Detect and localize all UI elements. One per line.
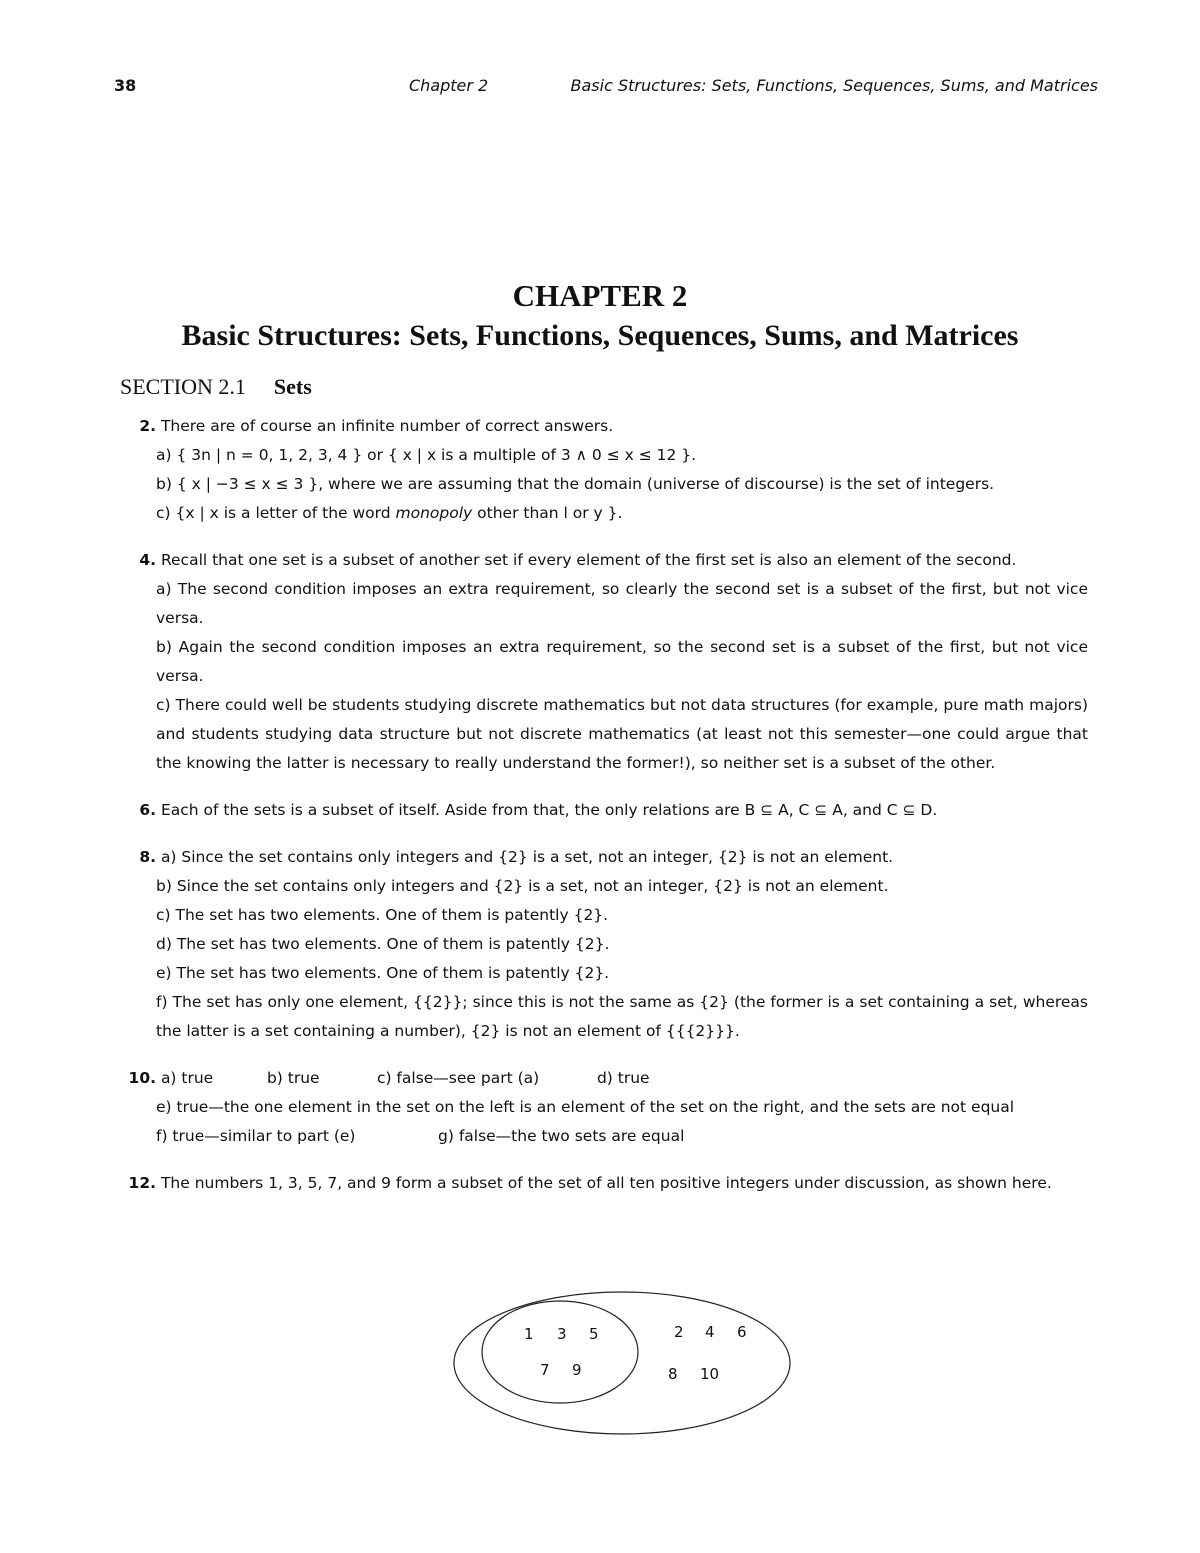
exercise-number: 4. <box>139 551 156 569</box>
exercise-part: c) There could well be students studying discrete mathematics but not data structures (for example, pure math majors) and students studying data structure but not discrete mathematics (at least not this semester—one could argue that the knowing the latter is necessary to really understand the former!), so neither set is a subset of the other. <box>156 696 1088 772</box>
exercise-part-text: other than l or y }. <box>472 504 623 522</box>
exercise-part: a) Since the set contains only integers and {2} is a set, not an integer, {2} is not an element. <box>160 848 894 866</box>
venn-element: 2 <box>674 1323 684 1341</box>
venn-element: 6 <box>737 1323 747 1341</box>
venn-element: 10 <box>700 1365 720 1383</box>
exercise-part: b) Again the second condition imposes an extra requirement, so the second set is a subset of the first, but not vice versa. <box>156 638 1088 685</box>
exercise-part: c) false—see part (a) <box>376 1069 540 1087</box>
venn-shapes <box>452 1290 794 1436</box>
running-head-chapter: Chapter 2 <box>409 76 489 95</box>
exercise-part: d) The set has two elements. One of them is patently {2}. <box>156 935 610 953</box>
exercise-part: d) true <box>596 1069 650 1087</box>
emphasized-word: monopoly <box>395 504 473 522</box>
section-name: Sets <box>273 374 312 399</box>
exercise-part: e) The set has two elements. One of them is patently {2}. <box>156 964 610 982</box>
exercise-part-text: c) {x | x is a letter of the word <box>156 504 396 522</box>
venn-diagram <box>452 1290 794 1436</box>
exercise-4 <box>112 546 1088 778</box>
section-label: SECTION 2.1 <box>120 374 246 399</box>
venn-element: 3 <box>557 1325 567 1343</box>
exercise-part: e) true—the one element in the set on the left is an element of the set on the right, and the sets are not equal <box>156 1098 1015 1116</box>
exercise-text-row <box>112 1169 1088 1198</box>
exercise-number: 2. <box>139 417 156 435</box>
exercise-2 <box>112 412 1088 528</box>
exercise-text: Recall that one set is a subset of another set if every element of the first set is also an element of the second. <box>160 551 1017 569</box>
exercise-part: b) Since the set contains only integers and {2} is a set, not an integer, {2} is not an element. <box>156 877 889 895</box>
universal-set-ellipse <box>454 1292 790 1434</box>
exercise-part: g) false—the two sets are equal <box>438 1127 685 1145</box>
exercise-list <box>112 412 1088 1216</box>
exercise-number: 6. <box>139 801 156 819</box>
exercise-part: f) true—similar to part (e) <box>156 1127 356 1145</box>
running-head <box>114 76 1098 100</box>
exercise-12 <box>112 1169 1088 1198</box>
exercise-part: b) true <box>266 1069 320 1087</box>
exercise-number: 10. <box>128 1069 156 1087</box>
section-heading <box>120 374 312 400</box>
page-number: 38 <box>114 76 137 95</box>
running-head-title: Basic Structures: Sets, Functions, Sequences, Sums, and Matrices <box>570 76 1098 95</box>
exercise-text: There are of course an infinite number of correct answers. <box>160 417 614 435</box>
exercise-8 <box>112 843 1088 1046</box>
venn-element: 9 <box>572 1361 582 1379</box>
exercise-number: 8. <box>139 848 156 866</box>
venn-element: 7 <box>540 1361 550 1379</box>
exercise-part <box>112 499 1088 528</box>
venn-element: 8 <box>668 1365 678 1383</box>
exercise-text: Each of the sets is a subset of itself. Aside from that, the only relations are B ⊆ A, C ⊆ A, and C ⊆ D. <box>160 801 938 819</box>
venn-element: 4 <box>705 1323 715 1341</box>
venn-element: 5 <box>589 1325 599 1343</box>
exercise-part: f) The set has only one element, {{2}}; since this is not the same as {2} (the former is a set containing a set, whereas the latter is a set containing a number), {2} is not an element of {{{2}}}. <box>156 993 1088 1040</box>
exercise-part: b) { x | −3 ≤ x ≤ 3 }, where we are assuming that the domain (universe of discourse) is the set of integers. <box>156 475 995 493</box>
exercise-part: a) The second condition imposes an extra requirement, so clearly the second set is a subset of the first, but not vice versa. <box>156 580 1088 627</box>
exercise-part: a) { 3n | n = 0, 1, 2, 3, 4 } or { x | x is a multiple of 3 ∧ 0 ≤ x ≤ 12 }. <box>156 446 697 464</box>
exercise-part: a) true <box>160 1069 214 1087</box>
chapter-number: CHAPTER 2 <box>512 278 688 313</box>
exercise-part-row <box>112 1122 1088 1151</box>
exercise-6 <box>112 796 1088 825</box>
chapter-heading <box>0 276 1200 356</box>
venn-element: 1 <box>524 1325 534 1343</box>
odd-subset-ellipse <box>482 1301 638 1403</box>
exercise-part: c) The set has two elements. One of them is patently {2}. <box>156 906 609 924</box>
chapter-title: Basic Structures: Sets, Functions, Sequences, Sums, and Matrices <box>181 319 1019 352</box>
exercise-text: The numbers 1, 3, 5, 7, and 9 form a subset of the set of all ten positive integers under discussion, as shown here. <box>160 1174 1052 1192</box>
exercise-10 <box>112 1064 1088 1151</box>
exercise-number: 12. <box>128 1174 156 1192</box>
